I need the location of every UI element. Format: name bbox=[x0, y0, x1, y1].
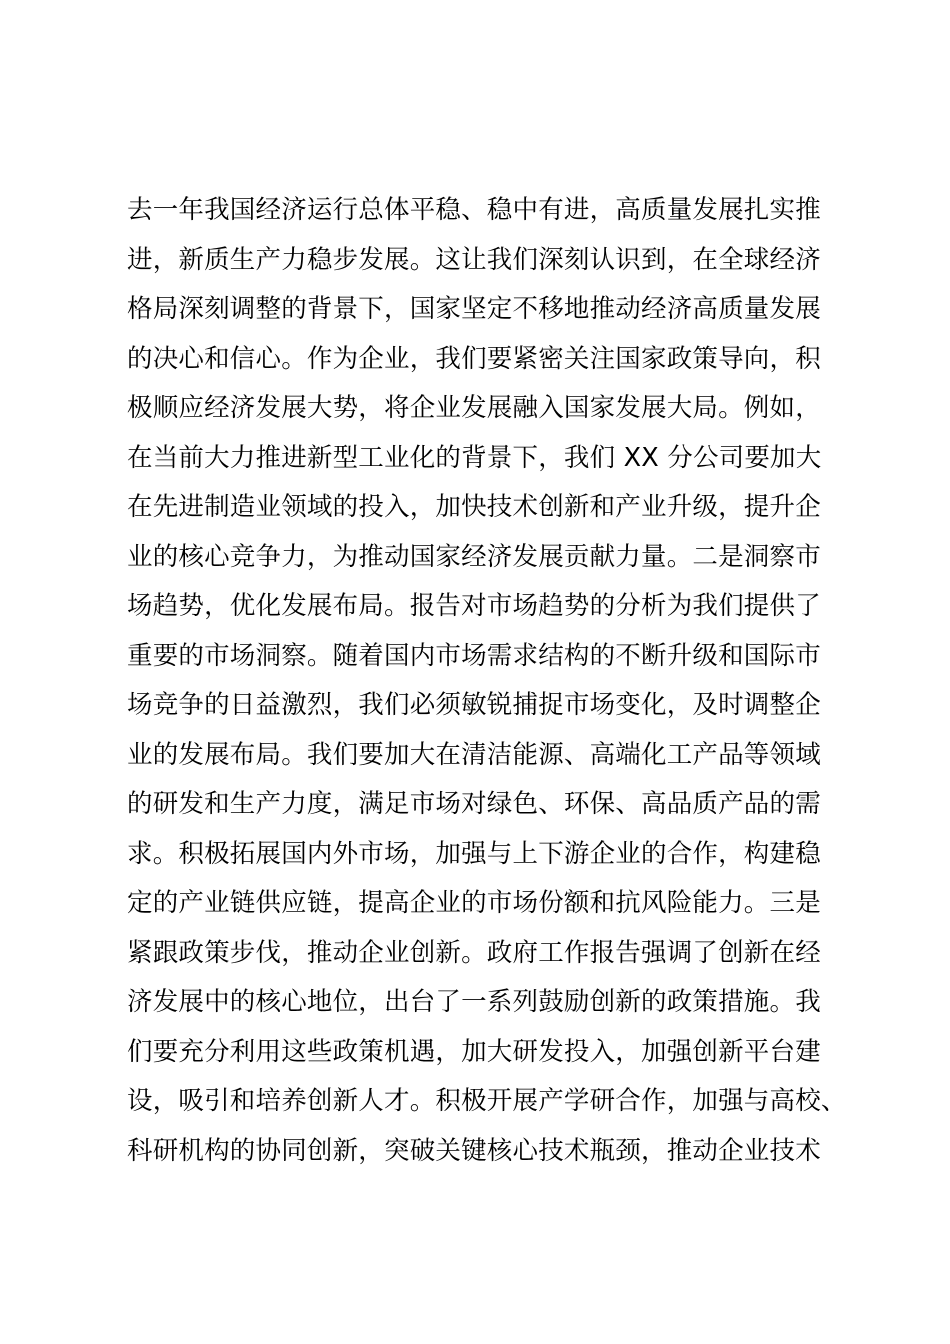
text-line: 格局深刻调整的背景下，国家坚定不移地推动经济高质量发展 bbox=[127, 294, 821, 324]
text-line: 进，新质生产力稳步发展。这让我们深刻认识到，在全球经济 bbox=[127, 244, 821, 275]
text-line: 在当前大力推进新型工业化的背景下，我们 XX 分公司要加大 bbox=[127, 442, 822, 473]
text-line: 设，吸引和培养创新人才。积极开展产学研合作，加强与高校、 bbox=[127, 1086, 847, 1116]
text-line: 科研机构的协同创新，突破关键核心技术瓶颈，推动企业技术 bbox=[127, 1135, 821, 1166]
text-line: 去一年我国经济运行总体平稳、稳中有进，高质量发展扎实推 bbox=[127, 195, 821, 225]
text-line: 业的发展布局。我们要加大在清洁能源、高端化工产品等领域 bbox=[127, 739, 821, 770]
text-line: 重要的市场洞察。随着国内市场需求结构的不断升级和国际市 bbox=[127, 640, 821, 671]
text-line: 场竞争的日益激烈，我们必须敏锐捕捉市场变化，及时调整企 bbox=[127, 690, 821, 720]
body-paragraph bbox=[127, 186, 847, 1176]
text-line: 极顺应经济发展大势，将企业发展融入国家发展大局。例如， bbox=[127, 393, 821, 423]
text-line: 们要充分利用这些政策机遇，加大研发投入，加强创新平台建 bbox=[127, 1036, 821, 1067]
text-line: 定的产业链供应链，提高企业的市场份额和抗风险能力。三是 bbox=[127, 888, 821, 918]
text-line: 业的核心竞争力，为推动国家经济发展贡献力量。二是洞察市 bbox=[127, 541, 821, 572]
text-line: 紧跟政策步伐，推动企业创新。政府工作报告强调了创新在经 bbox=[127, 937, 821, 968]
text-line: 的决心和信心。作为企业，我们要紧密关注国家政策导向，积 bbox=[127, 343, 821, 374]
text-line: 济发展中的核心地位，出台了一系列鼓励创新的政策措施。我 bbox=[127, 987, 821, 1017]
text-line: 场趋势，优化发展布局。报告对市场趋势的分析为我们提供了 bbox=[127, 591, 821, 621]
text-line: 的研发和生产力度，满足市场对绿色、环保、高品质产品的需 bbox=[127, 789, 821, 819]
text-line: 在先进制造业领域的投入，加快技术创新和产业升级，提升企 bbox=[127, 492, 821, 522]
text-line: 求。积极拓展国内外市场，加强与上下游企业的合作，构建稳 bbox=[127, 838, 821, 869]
